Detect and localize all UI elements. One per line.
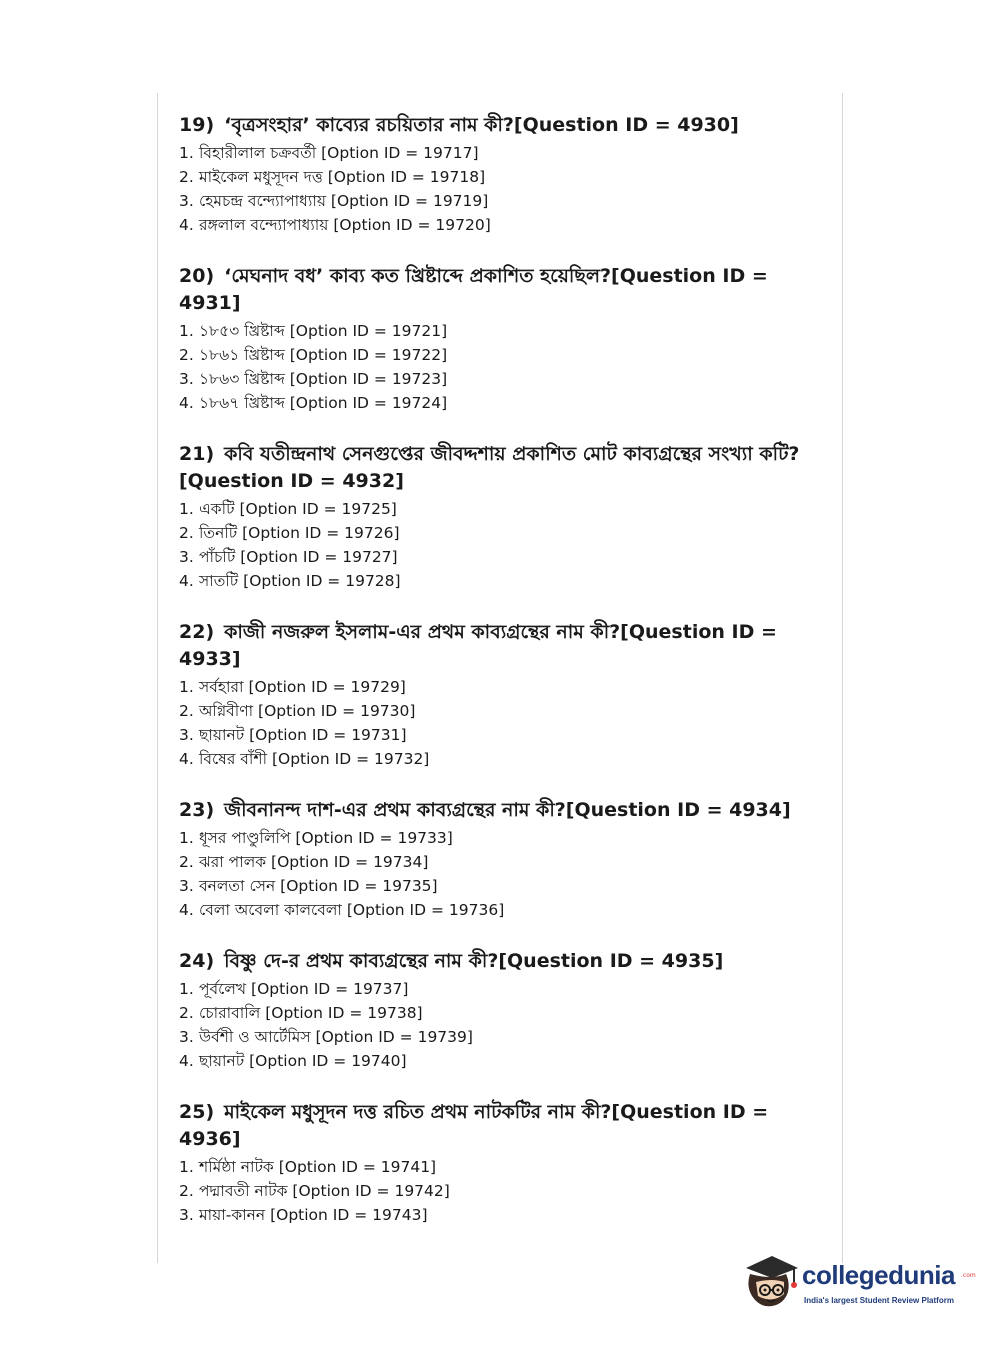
option-number: 2. [179,1004,194,1022]
question-title [179,441,824,495]
question-text: কাজী নজরুল ইসলাম-এর প্রথম কাব্যগ্রন্থের নাম কী?[Question ID = 4933] [179,621,777,670]
option-number: 2. [179,346,194,364]
collegedunia-logo[interactable] [740,1250,976,1314]
option-item [179,723,824,747]
option-text: ১৮৬১ খ্রিষ্টাব্দ [Option ID = 19722] [199,346,448,364]
option-text: ধূসর পাণ্ডুলিপি [Option ID = 19733] [199,829,453,847]
question-number: 19) [179,114,215,136]
question-text: বিষ্ণু দে-র প্রথম কাব্যগ্রন্থের নাম কী?[Question ID = 4935] [224,950,724,972]
option-item [179,1025,824,1049]
option-item [179,521,824,545]
option-item [179,319,824,343]
option-text: ১৮৫৩ খ্রিষ্টাব্দ [Option ID = 19721] [199,322,448,340]
question-number: 20) [179,265,215,287]
option-text: মায়া-কানন [Option ID = 19743] [199,1206,428,1224]
option-text: সাতটি [Option ID = 19728] [199,572,401,590]
option-text: সর্বহারা [Option ID = 19729] [199,678,406,696]
option-number: 3. [179,192,194,210]
option-number: 4. [179,394,194,412]
option-item [179,497,824,521]
graduate-mascot-icon [740,1250,800,1312]
question-23 [179,797,824,922]
option-text: বনলতা সেন [Option ID = 19735] [199,877,438,895]
option-number: 1. [179,678,194,696]
option-item [179,1155,824,1179]
option-text: পদ্মাবতী নাটক [Option ID = 19742] [199,1182,450,1200]
question-number: 23) [179,799,215,821]
question-text: ‘বৃত্রসংহার’ কাব্যের রচয়িতার নাম কী?[Question ID = 4930] [224,114,739,136]
option-text: একটি [Option ID = 19725] [199,500,397,518]
option-number: 4. [179,216,194,234]
question-24 [179,948,824,1073]
question-19 [179,112,824,237]
question-text: মাইকেল মধুসূদন দত্ত রচিত প্রথম নাটকটির নাম কী?[Question ID = 4936] [179,1101,769,1150]
option-text: রঙ্গলাল বন্দ্যোপাধ্যায় [Option ID = 19720] [199,216,491,234]
option-number: 1. [179,322,194,340]
option-text: চোরাবালি [Option ID = 19738] [199,1004,423,1022]
option-number: 3. [179,370,194,388]
option-text: ঝরা পালক [Option ID = 19734] [199,853,429,871]
option-text: পূর্বলেখ [Option ID = 19737] [199,980,409,998]
option-item [179,850,824,874]
question-number: 24) [179,950,215,972]
option-number: 2. [179,524,194,542]
option-number: 3. [179,1028,194,1046]
logo-wordmark: collegedunia [802,1260,955,1290]
option-item [179,545,824,569]
option-text: অগ্নিবীণা [Option ID = 19730] [199,702,416,720]
option-item [179,213,824,237]
option-item [179,391,824,415]
logo-tagline: India's largest Student Review Platform [804,1296,954,1305]
question-title [179,797,824,824]
option-item [179,1001,824,1025]
question-22 [179,619,824,771]
option-item [179,1049,824,1073]
option-number: 2. [179,853,194,871]
question-25 [179,1099,824,1227]
option-item [179,165,824,189]
option-number: 4. [179,572,194,590]
question-list [179,112,824,1253]
option-item [179,189,824,213]
option-number: 1. [179,144,194,162]
page-margin-left-rule [157,93,158,1263]
option-text: বেলা অবেলা কালবেলা [Option ID = 19736] [199,901,505,919]
option-item [179,1203,824,1227]
option-item [179,141,824,165]
question-title [179,1099,824,1153]
question-number: 22) [179,621,215,643]
option-number: 2. [179,1182,194,1200]
option-text: ১৮৬৭ খ্রিষ্টাব্দ [Option ID = 19724] [199,394,448,412]
question-number: 25) [179,1101,215,1123]
question-title [179,263,824,317]
option-number: 3. [179,877,194,895]
option-text: শর্মিষ্ঠা নাটক [Option ID = 19741] [199,1158,437,1176]
option-number: 3. [179,1206,194,1224]
option-number: 4. [179,901,194,919]
option-item [179,898,824,922]
question-title [179,948,824,975]
option-item [179,1179,824,1203]
option-number: 4. [179,750,194,768]
question-text: জীবনানন্দ দাশ-এর প্রথম কাব্যগ্রন্থের নাম কী?[Question ID = 4934] [224,799,791,821]
option-text: মাইকেল মধুসূদন দত্ত [Option ID = 19718] [199,168,486,186]
option-item [179,699,824,723]
option-text: হেমচন্দ্র বন্দ্যোপাধ্যায় [Option ID = 19719] [199,192,489,210]
option-text: তিনটি [Option ID = 19726] [199,524,400,542]
question-title [179,112,824,139]
option-item [179,826,824,850]
option-number: 4. [179,1052,194,1070]
option-number: 3. [179,726,194,744]
option-item [179,675,824,699]
question-number: 21) [179,443,215,465]
option-item [179,569,824,593]
option-item [179,874,824,898]
option-item [179,367,824,391]
option-text: পাঁচটি [Option ID = 19727] [199,548,398,566]
option-text: বিহারীলাল চক্রবর্তী [Option ID = 19717] [199,144,479,162]
option-number: 1. [179,829,194,847]
option-text: বিষের বাঁশী [Option ID = 19732] [199,750,430,768]
option-text: ১৮৬৩ খ্রিষ্টাব্দ [Option ID = 19723] [199,370,448,388]
option-number: 1. [179,1158,194,1176]
option-text: ছায়ানট [Option ID = 19740] [199,1052,407,1070]
option-number: 2. [179,168,194,186]
question-text: ‘মেঘনাদ বধ’ কাব্য কত খ্রিষ্টাব্দে প্রকাশিত হয়েছিল?[Question ID = 4931] [179,265,768,314]
option-item [179,343,824,367]
question-20 [179,263,824,415]
option-text: ছায়ানট [Option ID = 19731] [199,726,407,744]
page-margin-right-rule [842,93,843,1263]
option-item [179,747,824,771]
question-title [179,619,824,673]
question-21 [179,441,824,593]
logo-domain-suffix: .com [961,1272,976,1279]
option-number: 1. [179,500,194,518]
option-number: 1. [179,980,194,998]
option-number: 2. [179,702,194,720]
option-text: উর্বশী ও আর্টেমিস [Option ID = 19739] [199,1028,473,1046]
option-number: 3. [179,548,194,566]
question-text: কবি যতীন্দ্রনাথ সেনগুপ্তের জীবদ্দশায় প্রকাশিত মোট কাব্যগ্রন্থের সংখ্যা কটি?[Question ID = 4932] [179,443,800,492]
option-item [179,977,824,1001]
